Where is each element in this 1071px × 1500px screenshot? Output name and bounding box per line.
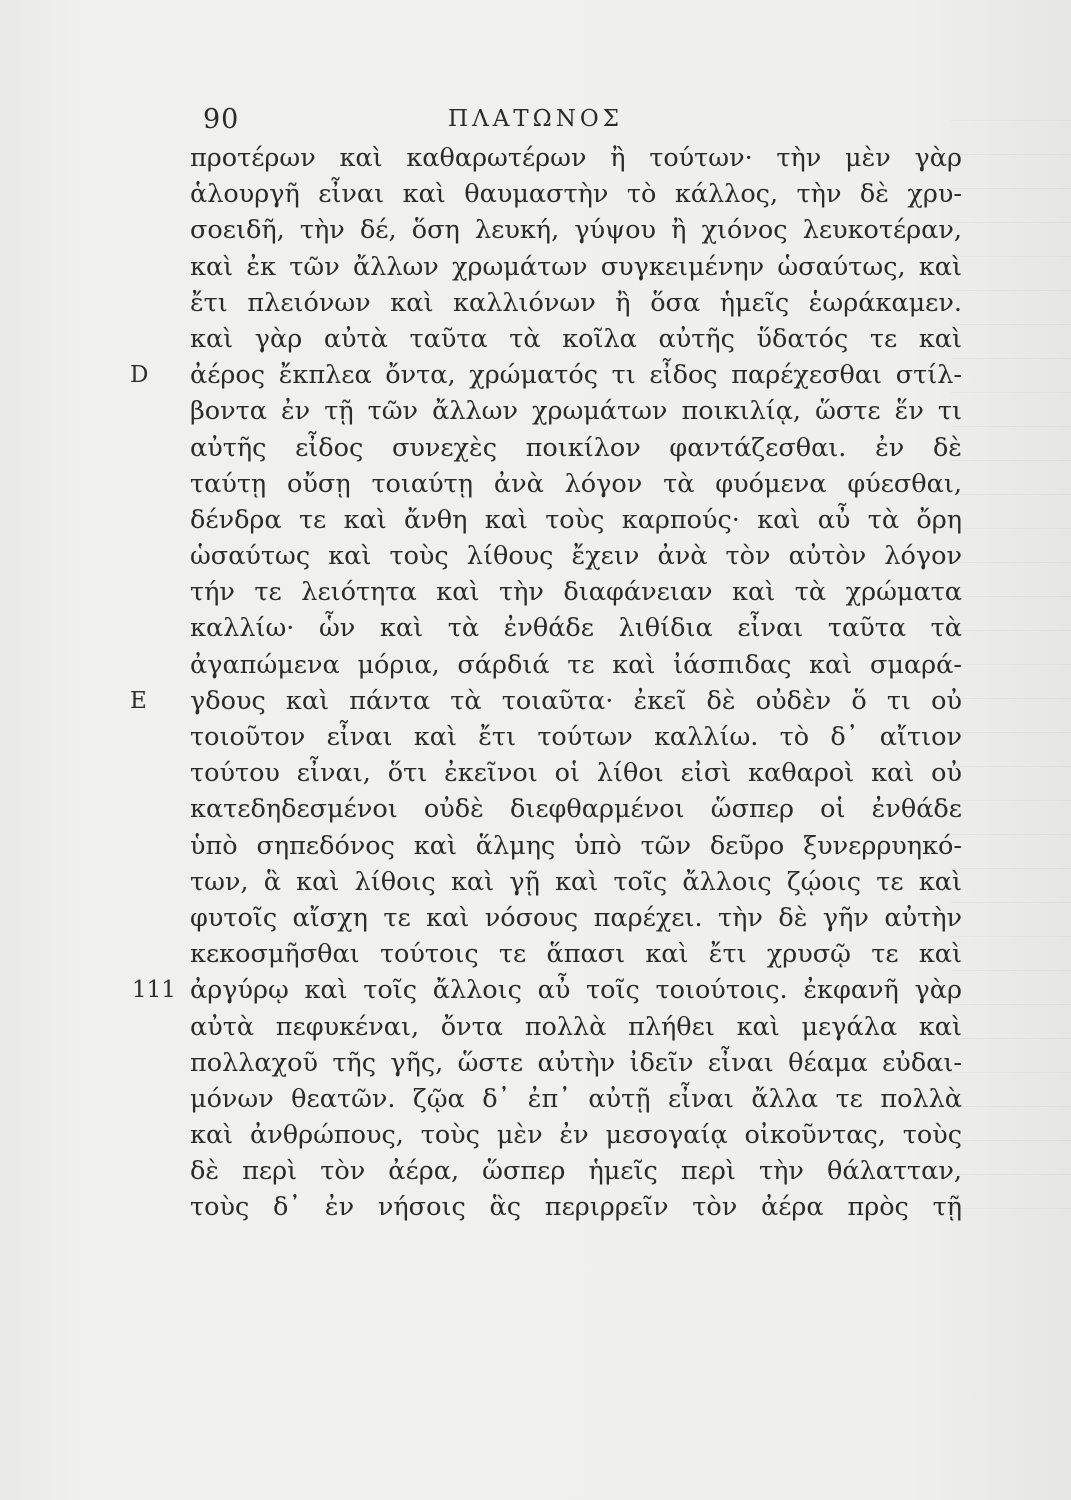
text-line [190,538,962,574]
line-text: μόνων θεατῶν. ζῷα δ᾽ ἐπ᾽ αὐτῇ εἶναι ἄλλα τε πολλὰ [190,1083,962,1114]
text-line [130,683,962,719]
line-text: κατεδηδεσμένοι οὐδὲ διεφθαρμένοι ὥσπερ οἱ ἐνθάδε [190,794,962,825]
line-text: αὐτὰ πεφυκέναι, ὄντα πολλὰ πλήθει καὶ μεγάλα καὶ [190,1011,962,1042]
text-body [130,140,962,1226]
text-line [190,1009,962,1045]
page-number: 90 [203,104,240,135]
line-text: ἁλουργῆ εἶναι καὶ θαυμαστὴν τὸ κάλλος, τὴν δὲ χρυ- [190,179,962,210]
running-title: ΠΛΑΤΩΝΟΣ [448,106,623,132]
text-line [190,502,962,538]
text-line [190,791,962,827]
text-line [190,466,962,502]
line-text: σοειδῆ, τὴν δέ, ὅση λευκή, γύψου ἢ χιόνος λευκοτέραν, [190,215,962,246]
line-text: ἔτι πλειόνων καὶ καλλιόνων ἢ ὅσα ἡμεῖς ἑωράκαμεν. [190,287,962,318]
text-line [190,321,962,357]
line-text: βοντα ἐν τῇ τῶν ἄλλων χρωμάτων ποικιλίᾳ, ὥστε ἕν τι [190,396,962,427]
line-text: δένδρα τε καὶ ἄνθη καὶ τοὺς καρπούς· καὶ αὖ τὰ ὄρη [190,504,962,535]
text-line [190,900,962,936]
line-text: καὶ ἐκ τῶν ἄλλων χρωμάτων συγκειμένην ὡσαύτως, καὶ [190,251,962,282]
show-through-shadow [951,120,1071,1220]
line-text: των, ἃ καὶ λίθοις καὶ γῇ καὶ τοῖς ἄλλοις ζῴοις τε καὶ [190,866,962,897]
line-text: προτέρων καὶ καθαρωτέρων ἢ τούτων· τὴν μὲν γὰρ [190,143,962,173]
text-line [190,212,962,248]
line-text: τούτου εἶναι, ὅτι ἐκεῖνοι οἱ λίθοι εἰσὶ καθαροὶ καὶ οὐ [190,758,962,789]
line-text: ταύτῃ οὔσῃ τοιαύτῃ ἀνὰ λόγον τὰ φυόμενα φύεσθαι, [190,468,962,499]
stephanus-marker: D [130,362,149,389]
line-text: πολλαχοῦ τῆς γῆς, ὥστε αὐτὴν ἰδεῖν εἶναι θέαμα εὐδαι- [190,1047,962,1078]
line-text: δὲ περὶ τὸν ἀέρα, ὥσπερ ἡμεῖς περὶ τὴν θάλατταν, [190,1156,962,1187]
text-line [190,1081,962,1117]
stephanus-marker: E [130,687,147,714]
text-line [190,574,962,610]
line-text: τοὺς δ᾽ ἐν νήσοις ἃς περιρρεῖν τὸν ἀέρα πρὸς τῇ [190,1192,962,1223]
line-text: ἀέρος ἔκπλεα ὄντα, χρώματός τι εἶδος παρέχεσθαι στίλ- [190,360,962,391]
line-text: τοιοῦτον εἶναι καὶ ἔτι τούτων καλλίω. τὸ δ᾽ αἴτιον [190,722,962,752]
line-text: φυτοῖς αἴσχη τε καὶ νόσους παρέχει. τὴν δὲ γῆν αὐτὴν [190,902,962,933]
text-line [130,357,962,393]
text-line [190,719,962,755]
line-text: τήν τε λειότητα καὶ τὴν διαφάνειαν καὶ τὰ χρώματα [190,577,962,608]
text-line [190,828,962,864]
text-line [190,1153,962,1189]
line-text: ὡσαύτως καὶ τοὺς λίθους ἔχειν ἀνὰ τὸν αὐτὸν λόγον [190,541,962,572]
line-text: κεκοσμῆσθαι τούτοις τε ἅπασι καὶ ἔτι χρυσῷ τε καὶ [190,939,962,970]
text-line [190,755,962,791]
text-line [190,1045,962,1081]
line-text: καλλίω· ὧν καὶ τὰ ἐνθάδε λιθίδια εἶναι ταῦτα τὰ [190,613,962,644]
text-line [190,285,962,321]
text-line [190,430,962,466]
text-line [132,972,962,1008]
text-line [190,647,962,683]
text-line [190,936,962,972]
text-line [190,176,962,212]
text-line [190,864,962,900]
text-line [190,393,962,429]
stephanus-marker: 111 [132,977,176,1004]
text-line [190,1189,962,1225]
line-text: ὑπὸ σηπεδόνος καὶ ἅλμης ὑπὸ τῶν δεῦρο ξυνερρυηκό- [190,830,962,861]
page-header [0,104,1071,144]
line-text: γδους καὶ πάντα τὰ τοιαῦτα· ἐκεῖ δὲ οὐδὲν ὅ τι οὐ [190,685,962,716]
line-text: καὶ γὰρ αὐτὰ ταῦτα τὰ κοῖλα αὐτῆς ὕδατός τε καὶ [190,323,962,354]
text-line [190,249,962,285]
text-line [190,140,962,176]
line-text: ἀγαπώμενα μόρια, σάρδιά τε καὶ ἰάσπιδας καὶ σμαρά- [190,649,962,680]
line-text: αὐτῆς εἶδος συνεχὲς ποικίλον φαντάζεσθαι. ἐν δὲ [190,432,962,463]
text-line [190,1117,962,1153]
text-line [190,610,962,646]
line-text: ἀργύρῳ καὶ τοῖς ἄλλοις αὖ τοῖς τοιούτοις. ἐκφανῆ γὰρ [190,975,962,1006]
line-text: καὶ ἀνθρώπους, τοὺς μὲν ἐν μεσογαίᾳ οἰκοῦντας, τοὺς [190,1120,962,1151]
